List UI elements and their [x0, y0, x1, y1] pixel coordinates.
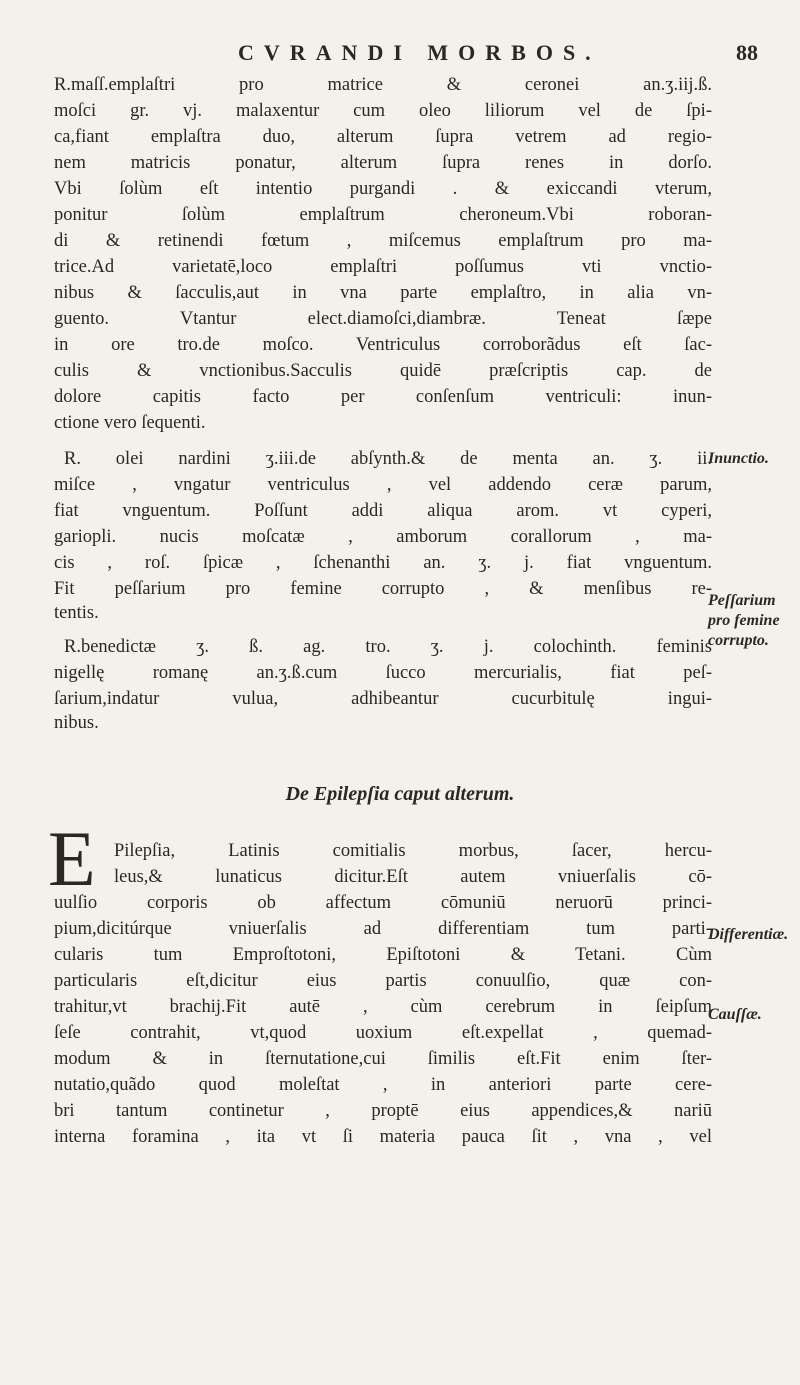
text-line: cularis tum Emproſtotoni, Epiſtotoni & Tetani. Cùm	[54, 945, 712, 965]
text-line: ca,fiant emplaſtra duo, alterum ſupra vetrem ad regio-	[54, 127, 712, 147]
margin-note-inunctio: Inunctio.	[708, 450, 769, 467]
text-line: dolore capitis facto per conſenſum ventriculi: inun-	[54, 387, 712, 407]
page-number: 88	[736, 40, 758, 65]
text-line: uulſio corporis ob affectum cōmuniū neruorū princi-	[54, 893, 712, 913]
text-line: culis & vnctionibus.Sacculis quidē præſcriptis cap. de	[54, 361, 712, 381]
text-line: di & retinendi fœtum , miſcemus emplaſtrum pro ma-	[54, 231, 712, 251]
margin-note-causae: Cauſſæ.	[708, 1006, 762, 1023]
running-head	[0, 40, 800, 70]
text-line: Vbi ſolùm eſt intentio purgandi . & exiccandi vterum,	[54, 179, 712, 199]
text-line: guento. Vtantur elect.diamoſci,diambræ. Teneat ſæpe	[54, 309, 712, 329]
text-line: cis , roſ. ſpicæ , ſchenanthi an. ʒ. j. fiat vnguentum.	[54, 553, 712, 573]
text-line: R.maſſ.emplaſtri pro matrice & ceronei an.ʒ.iij.ß.	[54, 75, 712, 95]
text-line: modum & in ſternutatione,cui ſimilis eſt.Fit enim ſter-	[54, 1049, 712, 1069]
text-line: trice.Ad varietatē,loco emplaſtri poſſumus vti vnctio-	[54, 257, 712, 277]
text-line: miſce , vngatur ventriculus , vel addendo ceræ parum,	[54, 475, 712, 495]
text-line: bri tantum continetur , proptē eius appendices,& nariū	[54, 1101, 712, 1121]
text-line: ponitur ſolùm emplaſtrum cheroneum.Vbi roboran-	[54, 205, 712, 225]
text-line: trahitur,vt brachij.Fit autē , cùm cerebrum in ſeipſum	[54, 997, 712, 1017]
text-line: pium,dicitúrque vniuerſalis ad differentiam tum parti-	[54, 919, 712, 939]
drop-cap: E	[48, 815, 96, 902]
section-heading: De Epilepſia caput alterum.	[285, 783, 515, 805]
margin-note-pessarium: Peſſarium	[708, 592, 776, 609]
text-line: particularis eſt,dicitur eius partis conuulſio, quæ con-	[54, 971, 712, 991]
running-title: CVRANDI MORBOS.	[238, 40, 601, 65]
text-line: in ore tro.de moſco. Ventriculus corroborãdus eſt ſac-	[54, 335, 712, 355]
margin-note-pessarium: corrupto.	[708, 632, 769, 649]
text-line: moſci gr. vj. malaxentur cum oleo liliorum vel de ſpi-	[54, 101, 712, 121]
margin-note-differentiae: Differentiæ.	[708, 926, 789, 943]
text-line: nem matricis ponatur, alterum ſupra renes in dorſo.	[54, 153, 712, 173]
text-line: ſeſe contrahit, vt,quod uoxium eſt.expellat , quemad-	[54, 1023, 712, 1043]
text-line: nutatio,quãdo quod moleſtat , in anteriori parte cere-	[54, 1075, 712, 1095]
text-line: nigellę romanę an.ʒ.ß.cum ſucco mercurialis, fiat peſ-	[54, 663, 712, 683]
margin-note-pessarium: pro femine	[708, 612, 780, 629]
text-line: Pilepſia, Latinis comitialis morbus, ſacer, hercu-	[114, 841, 712, 861]
text-line: R. olei nardini ʒ.iii.de abſynth.& de menta an. ʒ. ii.	[64, 449, 712, 469]
text-line: leus,& lunaticus dicitur.Eſt autem vniuerſalis cō-	[114, 867, 712, 887]
text-line: Fit peſſarium pro femine corrupto , & menſibus re-	[54, 579, 712, 599]
text-line: nibus & ſacculis,aut in vna parte emplaſtro, in alia vn-	[54, 283, 712, 303]
text-line: interna foramina , ita vt ſi materia pauca ſit , vna , vel	[54, 1127, 712, 1147]
text-line: fiat vnguentum. Poſſunt addi aliqua arom. vt cyperi,	[54, 501, 712, 521]
text-line: tentis.	[54, 603, 99, 623]
text-line: R.benedictæ ʒ. ß. ag. tro. ʒ. j. colochinth. feminis	[64, 637, 712, 657]
text-line: ſarium,indatur vulua, adhibeantur cucurbitulę ingui-	[54, 689, 712, 709]
text-line: nibus.	[54, 713, 99, 733]
text-line: gariopli. nucis moſcatæ , amborum corallorum , ma-	[54, 527, 712, 547]
text-line: ctione vero ſequenti.	[54, 413, 206, 433]
